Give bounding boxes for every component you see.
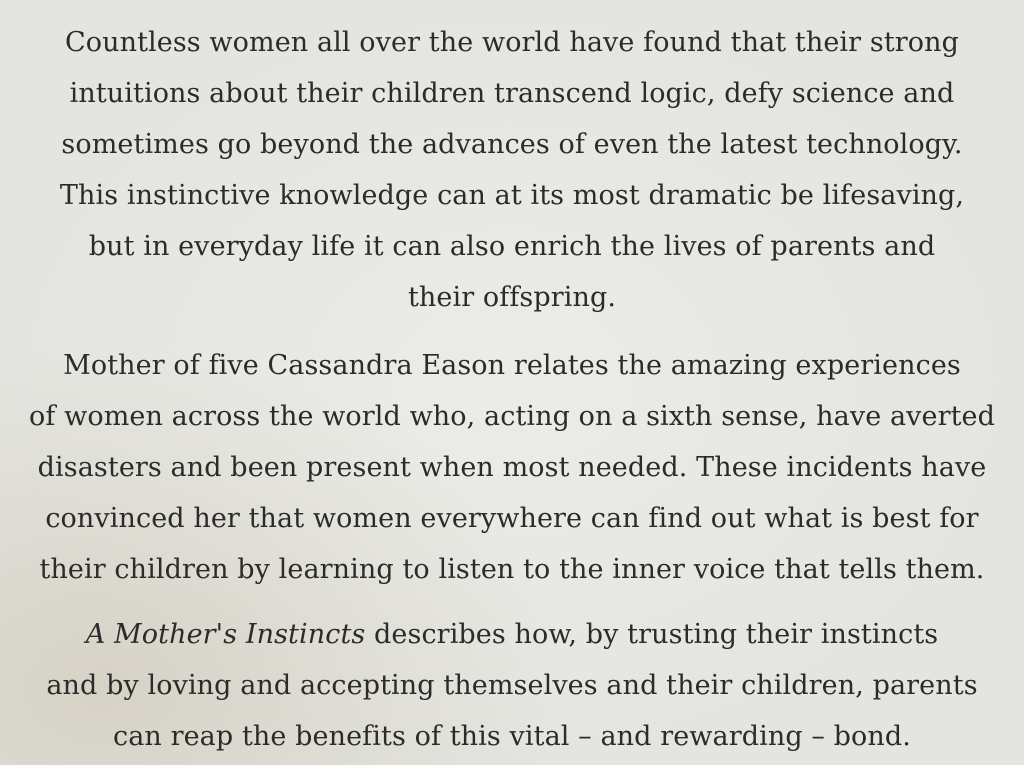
text-line: Mother of five Cassandra Eason relates the amazing experiences: [63, 350, 961, 381]
book-title: A Mother's Instincts: [85, 619, 366, 650]
text-line: [0, 609, 1024, 660]
blurb-paragraph-1: [0, 17, 1024, 323]
text-line: disasters and been present when most needed. These incidents have: [37, 452, 987, 483]
blurb-paragraph-3: [0, 609, 1024, 762]
blurb-paragraph-2: [0, 340, 1024, 595]
text-line: their offspring.: [407, 282, 617, 313]
text-line: Countless women all over the world have found that their strong: [64, 27, 960, 58]
text-line: convinced her that women everywhere can find out what is best for: [45, 503, 979, 534]
text-line: but in everyday life it can also enrich the lives of parents and: [88, 231, 936, 262]
text-line: can reap the benefits of this vital – and rewarding – bond.: [113, 721, 911, 752]
text-line: and by loving and accepting themselves and their children, parents: [46, 670, 978, 701]
text-line: intuitions about their children transcend logic, defy science and: [69, 78, 955, 109]
text-line: of women across the world who, acting on a sixth sense, have averted: [29, 401, 995, 432]
text-line: sometimes go beyond the advances of even the latest technology.: [61, 129, 963, 160]
text-line: their children by learning to listen to the inner voice that tells them.: [39, 554, 985, 585]
text-fragment: describes how, by trusting their instincts: [365, 619, 939, 650]
text-line: This instinctive knowledge can at its most dramatic be lifesaving,: [59, 180, 965, 211]
